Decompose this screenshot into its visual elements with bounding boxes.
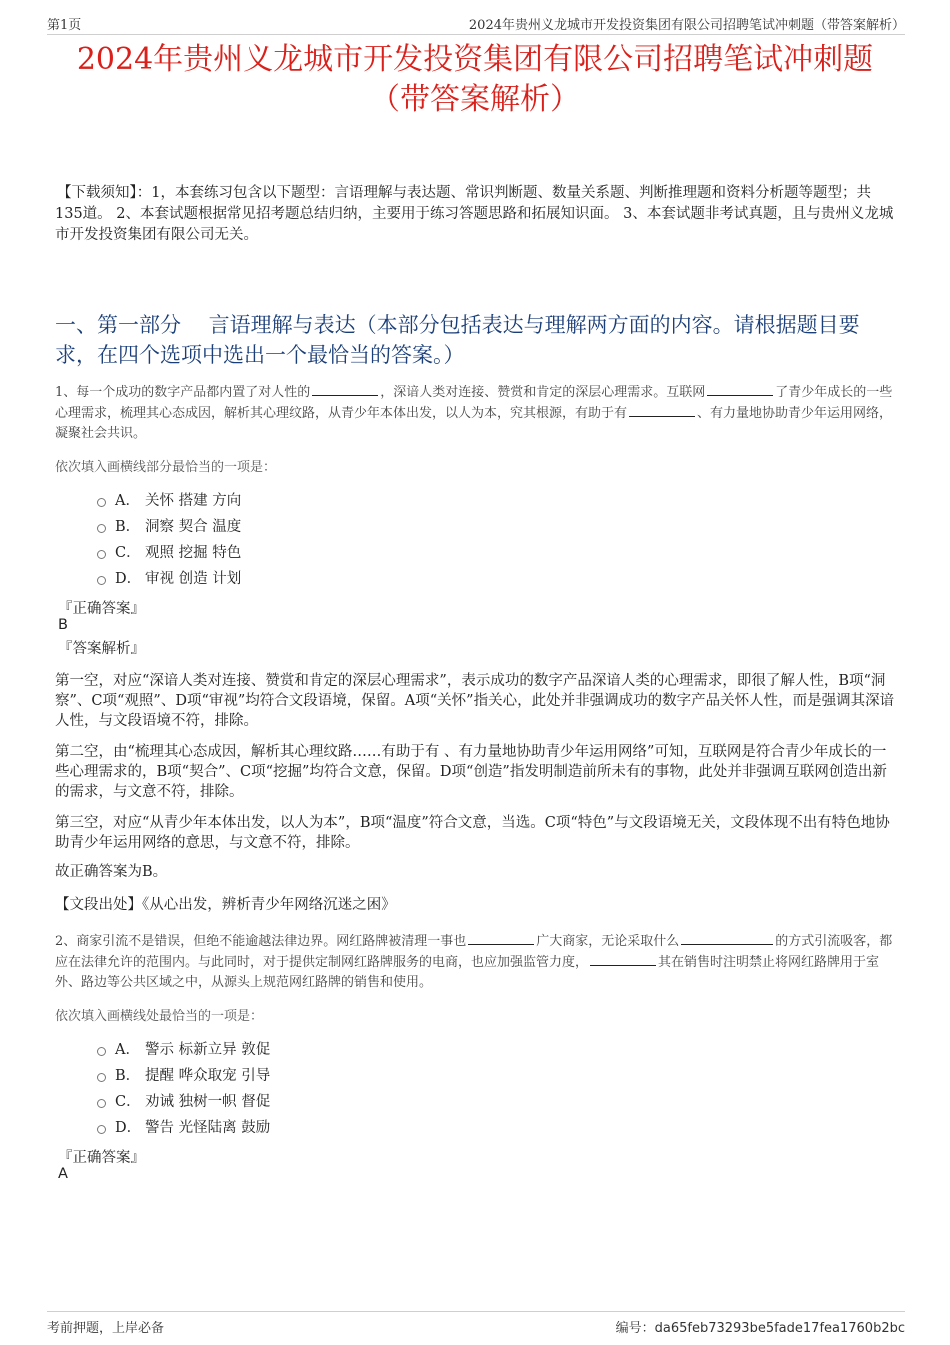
radio-icon[interactable] bbox=[97, 498, 106, 507]
q2-answer-label: 『正确答案』 bbox=[58, 1150, 145, 1166]
q1-answer-label: 『正确答案』 bbox=[58, 601, 145, 617]
q2-option-d[interactable]: D． 警告 光怪陆离 鼓励 bbox=[97, 1117, 270, 1139]
page-number: 第1页 bbox=[47, 18, 82, 33]
q1-analysis-paragraph: 第三空，对应“从青少年本体出发，以人为本”，B项“温度”符合文意，当选。C项“特色”与文段语境无关，文段体现不出有特色地协助青少年运用网络的意思，与文意不符，排除。 bbox=[55, 815, 890, 851]
answer-blank bbox=[707, 382, 773, 396]
q1-analysis-label: 『答案解析』 bbox=[58, 641, 145, 657]
q1-answer: B bbox=[58, 617, 68, 633]
answer-blank bbox=[312, 382, 378, 396]
radio-icon[interactable] bbox=[97, 1073, 106, 1082]
page-header bbox=[47, 12, 905, 35]
q1-source: 【文段出处】《从心出发，辨析青少年网络沉迷之困》 bbox=[55, 897, 396, 913]
q1-conclusion: 故正确答案为B。 bbox=[55, 864, 168, 880]
q1-option-a[interactable]: A． 关怀 搭建 方向 bbox=[97, 490, 241, 512]
q2-option-c[interactable]: C． 劝诫 独树一帜 督促 bbox=[97, 1091, 270, 1113]
q2-option-b[interactable]: B． 提醒 哗众取宠 引导 bbox=[97, 1065, 270, 1087]
section-heading: 一、第一部分 言语理解与表达（本部分包括表达与理解两方面的内容。请根据题目要求，在四个选项中选出一个最恰当的答案。） bbox=[55, 313, 860, 367]
q1-analysis-paragraph: 第二空，由“梳理其心态成因，解析其心理纹路……有助于有 、有力量地协助青少年运用网络”可知，互联网是符合青少年成长的一些心理需求的，B项“契合”、C项“挖掘”均符合文意，保留。D项“创造”指发明制造前所未有的事物，此处并非强调互联网创造出新的需求，与文意不符，排除。 bbox=[55, 744, 887, 800]
page-footer bbox=[47, 1311, 905, 1338]
download-notice: 【下载须知】：1，本套练习包含以下题型：言语理解与表达题、常识判断题、数量关系题、判断推理题和资料分析题等题型；共135道。 2、本套试题根据常见招考题总结归纳，主要用于练习答题思路和拓展知识面。 3、本套试题非考试真题，且与贵州义龙城市开发投资集团有限公司无关。 bbox=[55, 185, 894, 243]
q1-option-c[interactable]: C． 观照 挖掘 特色 bbox=[97, 542, 241, 564]
answer-blank bbox=[590, 952, 656, 966]
radio-icon[interactable] bbox=[97, 550, 106, 559]
q2-answer: A bbox=[58, 1166, 68, 1182]
radio-icon[interactable] bbox=[97, 1047, 106, 1056]
footer-slogan: 考前押题，上岸必备 bbox=[47, 1321, 165, 1336]
answer-blank bbox=[629, 403, 695, 417]
title-line-1: 2024年贵州义龙城市开发投资集团有限公司招聘笔试冲刺题 bbox=[76, 42, 874, 77]
question-2-text: 2、商家引流不是错误，但绝不能逾越法律边界。网红路牌被清理一事也 广大商家，无论采取什么 的方式引流吸客，都应在法律允许的范围内。与此同时，对于提供定制网红路牌服务的电商，也应加强监管力度， 其在销售时注明禁止将网红路牌用于室外、路边等公共区域之中，从源头上规范网红路牌的销售和使用。 bbox=[55, 931, 898, 993]
q1-option-d[interactable]: D． 审视 创造 计划 bbox=[97, 568, 241, 590]
radio-icon[interactable] bbox=[97, 524, 106, 533]
document-code: 编号：da65feb73293be5fade17fea1760b2bc bbox=[615, 1321, 905, 1336]
answer-blank bbox=[681, 931, 773, 945]
q1-option-b[interactable]: B． 洞察 契合 温度 bbox=[97, 516, 241, 538]
header-doc-title: 2024年贵州义龙城市开发投资集团有限公司招聘笔试冲刺题（带答案解析） bbox=[468, 18, 905, 33]
question-1-text: 1、每一个成功的数字产品都内置了对人性的 ，深谙人类对连接、赞赏和肯定的深层心理需求。互联网 了青少年成长的一些心理需求，梳理其心态成因，解析其心理纹路，从青少年本体出发，以人为本，究其根源，有助于有 、有力量地协助青少年运用网络，凝聚社会共识。 bbox=[55, 382, 898, 444]
radio-icon[interactable] bbox=[97, 1125, 106, 1134]
radio-icon[interactable] bbox=[97, 576, 106, 585]
radio-icon[interactable] bbox=[97, 1099, 106, 1108]
question-2-prompt: 依次填入画横线处最恰当的一项是： bbox=[55, 1009, 264, 1024]
q2-option-a[interactable]: A． 警示 标新立异 敦促 bbox=[97, 1039, 270, 1061]
title-line-2: （带答案解析） bbox=[370, 82, 580, 117]
question-1-prompt: 依次填入画横线部分最恰当的一项是： bbox=[55, 460, 277, 475]
q1-analysis-paragraph: 第一空，对应“深谙人类对连接、赞赏和肯定的深层心理需求”，表示成功的数字产品深谙人类的心理需求，即很了解人性，B项“洞察”、C项“观照”、D项“审视”均符合文段语境，保留。A项“关怀”指关心，此处并非强调成功的数字产品关怀人性，而是强调其深谙人性，与文段语境不符，排除。 bbox=[55, 673, 895, 729]
document-title bbox=[40, 40, 910, 120]
answer-blank bbox=[468, 931, 534, 945]
